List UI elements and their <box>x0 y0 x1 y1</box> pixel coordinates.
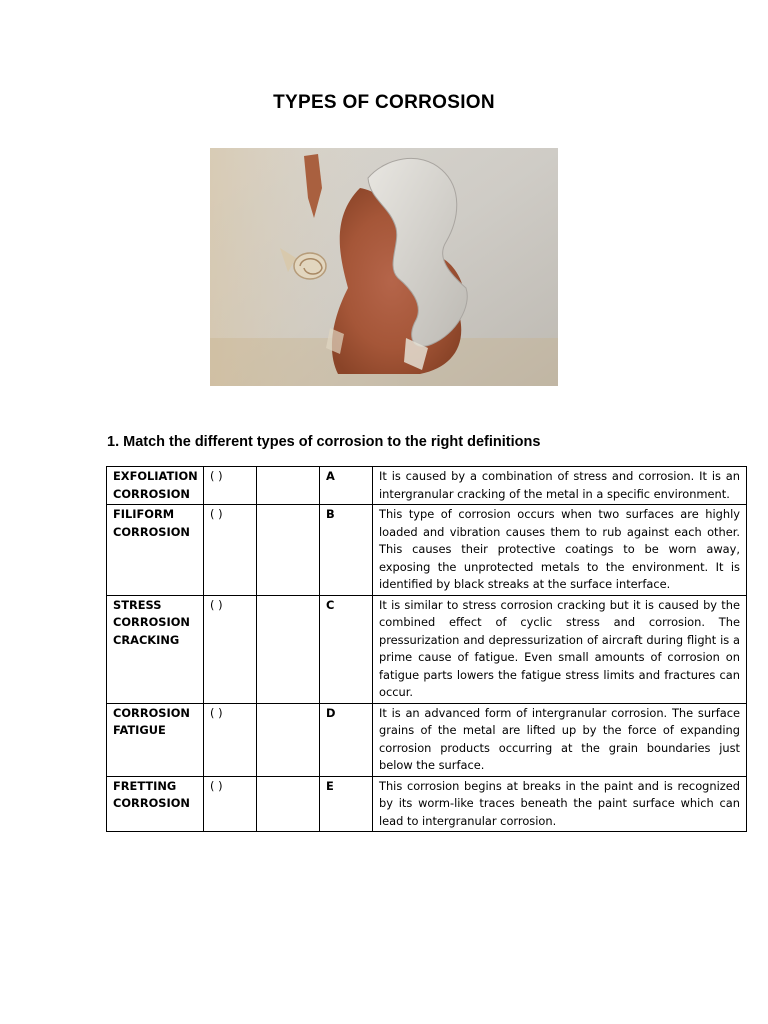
question-heading <box>107 434 540 450</box>
table-row <box>107 595 747 703</box>
empty-cell <box>257 703 320 776</box>
table-row <box>107 703 747 776</box>
definition-text: This type of corrosion occurs when two surfaces are highly loaded and vibration causes them to rub against each other. This causes their protective coatings to be worn away, exposing the unprotected metals to the environment. It is identified by black streaks at the surface interface. <box>373 505 747 596</box>
definition-letter: C <box>320 595 373 703</box>
question-text: Match the different types of corrosion to the right definitions <box>123 434 541 450</box>
empty-cell <box>257 467 320 505</box>
corrosion-type: FRETTING CORROSION <box>107 776 204 832</box>
answer-blank[interactable]: ( ) <box>204 595 257 703</box>
corrosion-photo <box>210 148 558 386</box>
corrosion-type: EXFOLIATION CORROSION <box>107 467 204 505</box>
table-row <box>107 776 747 832</box>
definition-letter: E <box>320 776 373 832</box>
answer-blank[interactable]: ( ) <box>204 776 257 832</box>
definition-letter: B <box>320 505 373 596</box>
empty-cell <box>257 776 320 832</box>
definition-text: This corrosion begins at breaks in the paint and is recognized by its worm-like traces beneath the paint surface which can lead to intergranular corrosion. <box>373 776 747 832</box>
table-row <box>107 505 747 596</box>
definition-text: It is caused by a combination of stress and corrosion. It is an intergranular cracking of the metal in a specific environment. <box>373 467 747 505</box>
answer-blank[interactable]: ( ) <box>204 703 257 776</box>
matching-table <box>106 466 747 832</box>
corrosion-type: FILIFORM CORROSION <box>107 505 204 596</box>
corrosion-type: CORROSION FATIGUE <box>107 703 204 776</box>
definition-letter: A <box>320 467 373 505</box>
page-title: TYPES OF CORROSION <box>273 92 495 113</box>
answer-blank[interactable]: ( ) <box>204 505 257 596</box>
empty-cell <box>257 595 320 703</box>
corrosion-type: STRESS CORROSION CRACKING <box>107 595 204 703</box>
definition-text: It is similar to stress corrosion cracking but it is caused by the combined effect of cyclic stress and corrosion. The pressurization and depressurization of aircraft during flight is a prime cause of fatigue. Even small amounts of corrosion on fatigue parts lowers the fatigue stress limits and fractures can occur. <box>373 595 747 703</box>
question-number: 1. <box>107 434 120 450</box>
table-row <box>107 467 747 505</box>
empty-cell <box>257 505 320 596</box>
definition-letter: D <box>320 703 373 776</box>
answer-blank[interactable]: ( ) <box>204 467 257 505</box>
definition-text: It is an advanced form of intergranular corrosion. The surface grains of the metal are lifted up by the force of expanding corrosion products occurring at the grain boundaries just below the surface. <box>373 703 747 776</box>
